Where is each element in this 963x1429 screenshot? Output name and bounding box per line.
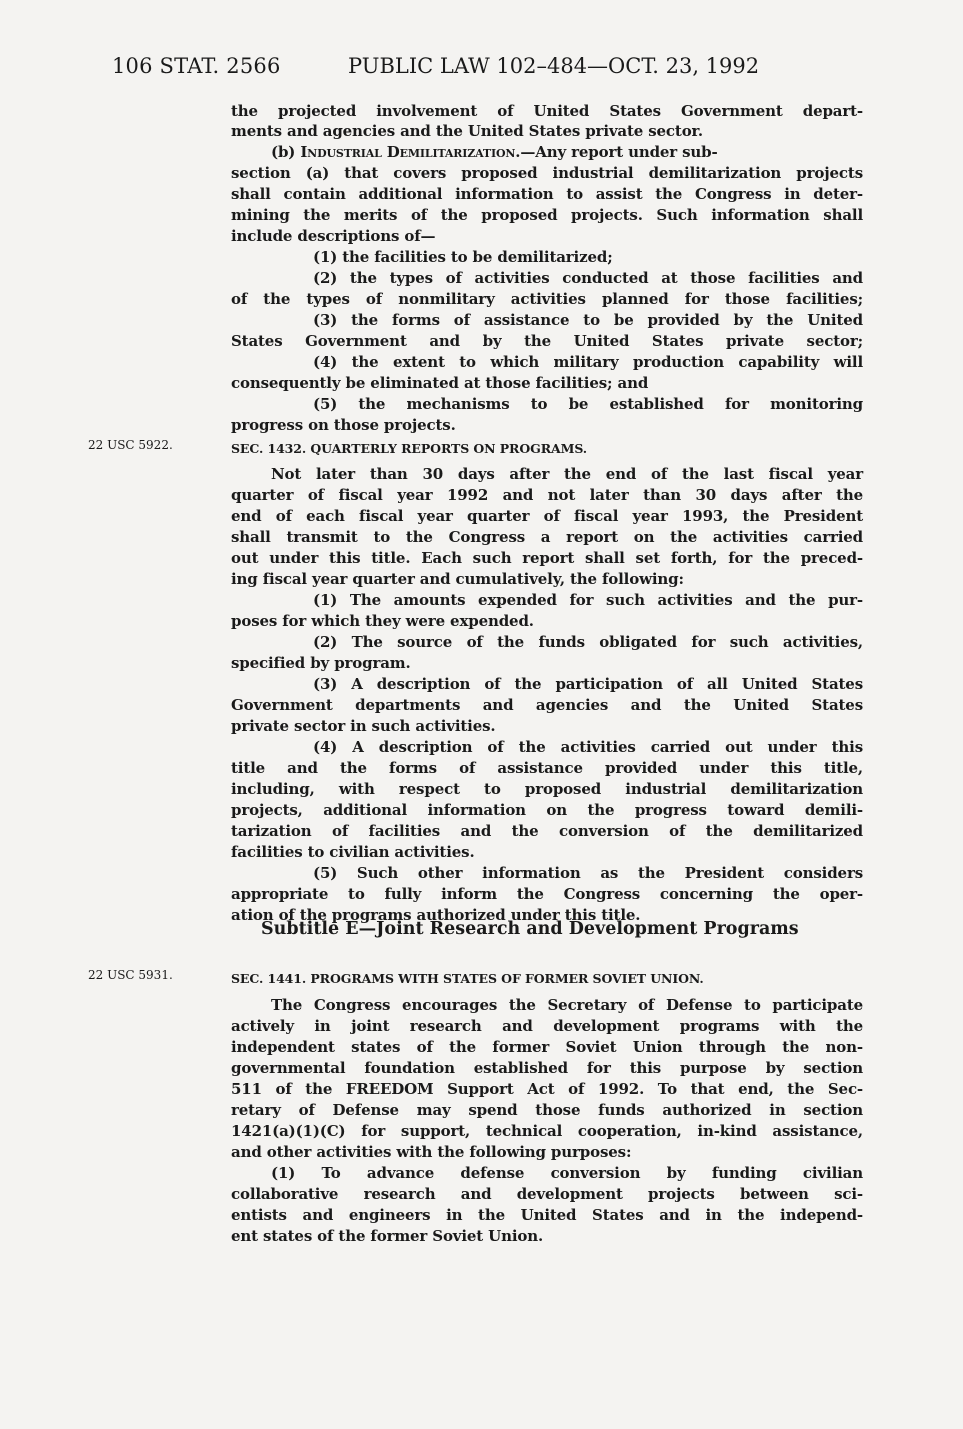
text-line: mining the merits of the proposed projects. Such information shall — [231, 206, 863, 224]
text-line: and other activities with the following purposes: — [231, 1143, 632, 1161]
margin-citation-5931: 22 USC 5931. — [88, 968, 173, 982]
text-line: out under this title. Each such report shall set forth, for the preced- — [231, 549, 863, 567]
text-line: Government departments and agencies and the United States — [231, 696, 863, 714]
margin-citation-5922: 22 USC 5922. — [88, 438, 173, 452]
text-line: 1421(a)(1)(C) for support, technical cooperation, in-kind assistance, — [231, 1122, 863, 1140]
text-line: the projected involvement of United States Government depart- — [231, 102, 863, 120]
text-line: Not later than 30 days after the end of the last fiscal year — [271, 465, 863, 483]
list-item: (4) the extent to which military production capability will — [313, 353, 863, 371]
section-heading-1432: SEC. 1432. QUARTERLY REPORTS ON PROGRAMS. — [231, 441, 588, 456]
list-item: (5) Such other information as the President considers — [313, 864, 863, 882]
text-line: shall transmit to the Congress a report on the activities carried — [231, 528, 863, 546]
list-item: (3) A description of the participation of all United States — [313, 675, 863, 693]
text-line: independent states of the former Soviet Union through the non- — [231, 1038, 863, 1056]
law-header: PUBLIC LAW 102–484—OCT. 23, 1992 — [348, 54, 760, 78]
text-line: consequently be eliminated at those facilities; and — [231, 374, 649, 392]
text-line: private sector in such activities. — [231, 717, 496, 735]
text-line: The Congress encourages the Secretary of Defense to participate — [271, 996, 863, 1014]
industrial-demilitarization-line — [271, 141, 863, 163]
text-line: appropriate to fully inform the Congress concerning the oper- — [231, 885, 863, 903]
list-item: (3) the forms of assistance to be provided by the United — [313, 311, 863, 329]
list-item: (1) the facilities to be demilitarized; — [313, 248, 613, 266]
text-line: facilities to civilian activities. — [231, 843, 475, 861]
subsection-text: —Any report under sub- — [520, 143, 718, 161]
text-line: States Government and by the United States private sector; — [231, 332, 863, 350]
text-line: shall contain additional information to assist the Congress in deter- — [231, 185, 863, 203]
text-line: specified by program. — [231, 654, 411, 672]
list-item: (1) The amounts expended for such activities and the pur- — [313, 591, 863, 609]
text-line: poses for which they were expended. — [231, 612, 534, 630]
text-line: retary of Defense may spend those funds authorized in section — [231, 1101, 863, 1119]
list-item: (2) The source of the funds obligated for such activities, — [313, 633, 863, 651]
text-line: collaborative research and development projects between sci- — [231, 1185, 863, 1203]
text-line: tarization of facilities and the conversion of the demilitarized — [231, 822, 863, 840]
list-item: (2) the types of activities conducted at those facilities and — [313, 269, 863, 287]
subsection-label: (b) — [271, 143, 301, 161]
text-line: quarter of fiscal year 1992 and not later than 30 days after the — [231, 486, 863, 504]
text-line: include descriptions of— — [231, 227, 436, 245]
list-item: (4) A description of the activities carried out under this — [313, 738, 863, 756]
text-line: governmental foundation established for this purpose by section — [231, 1059, 863, 1077]
list-item: (5) the mechanisms to be established for monitoring — [313, 395, 863, 413]
text-line: of the types of nonmilitary activities planned for those facilities; — [231, 290, 863, 308]
subtitle-heading: Subtitle E—Joint Research and Development Programs — [261, 919, 799, 939]
page-reference: 106 STAT. 2566 — [112, 54, 281, 78]
section-heading-1441: SEC. 1441. PROGRAMS WITH STATES OF FORMER SOVIET UNION. — [231, 971, 704, 986]
text-line: ments and agencies and the United States private sector. — [231, 122, 703, 140]
subsection-heading: Industrial Demilitarization. — [300, 143, 521, 161]
text-line: section (a) that covers proposed industrial demilitarization projects — [231, 164, 863, 182]
text-line: actively in joint research and development programs with the — [231, 1017, 863, 1035]
text-line: end of each fiscal year quarter of fiscal year 1993, the President — [231, 507, 863, 525]
list-item: (1) To advance defense conversion by funding civilian — [271, 1164, 863, 1182]
text-line: ation of the programs authorized under this title. — [231, 906, 641, 924]
text-line: progress on those projects. — [231, 416, 456, 434]
text-line: title and the forms of assistance provided under this title, — [231, 759, 863, 777]
text-line: ent states of the former Soviet Union. — [231, 1227, 544, 1245]
text-line: ing fiscal year quarter and cumulatively, the following: — [231, 570, 684, 588]
text-line: including, with respect to proposed industrial demilitarization — [231, 780, 863, 798]
text-line: 511 of the FREEDOM Support Act of 1992. To that end, the Sec- — [231, 1080, 863, 1098]
text-line: entists and engineers in the United States and in the independ- — [231, 1206, 863, 1224]
text-line: projects, additional information on the progress toward demili- — [231, 801, 863, 819]
